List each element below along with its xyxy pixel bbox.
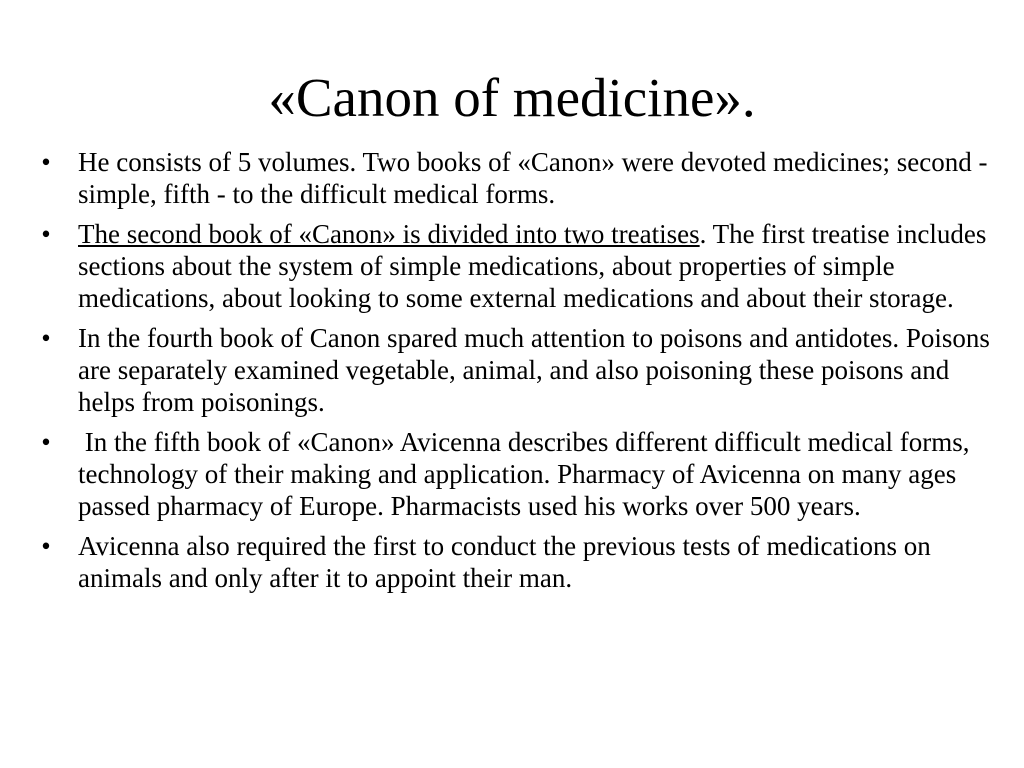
bullet-item-1 <box>34 146 1009 210</box>
bullet-text: Avicenna also required the first to conduct the previous tests of medications on animals and only after it to appoint their man. <box>78 531 931 593</box>
bullet-text: In the fourth book of Canon spared much attention to poisons and antidotes. Poisons are separately examined vegetable, animal, and also poisoning these poisons and helps from poisonings. <box>78 323 990 417</box>
bullet-item-2 <box>34 218 1009 314</box>
bullet-item-3 <box>34 322 1009 418</box>
underlined-text: The second book of «Canon» is divided into two treatises <box>78 219 700 249</box>
slide-title: «Canon of medicine». <box>268 67 756 128</box>
bullet-item-5 <box>34 530 1009 594</box>
bullet-icon: • <box>41 323 51 353</box>
bullet-icon: • <box>41 147 51 177</box>
bullet-text: In the fifth book of «Canon» Avicenna describes different difficult medical forms, technology of their making and application. Pharmacy of Avicenna on many ages passed pharmacy of Europe. Pharmacists used his works over 500 years. <box>78 427 977 521</box>
bullet-icon: • <box>41 531 51 561</box>
bullet-icon: • <box>41 427 51 457</box>
bullet-item-4 <box>34 426 1009 522</box>
bullet-text: . The first treatise includes sections about the system of simple medications, about properties of simple medications, about looking to some external medications and about their storage. <box>78 219 987 313</box>
bullet-text: He consists of 5 volumes. Two books of «Canon» were devoted medicines; second - simple, fifth - to the difficult medical forms. <box>78 147 988 209</box>
bullet-list <box>34 146 1009 602</box>
bullet-icon: • <box>41 219 51 249</box>
